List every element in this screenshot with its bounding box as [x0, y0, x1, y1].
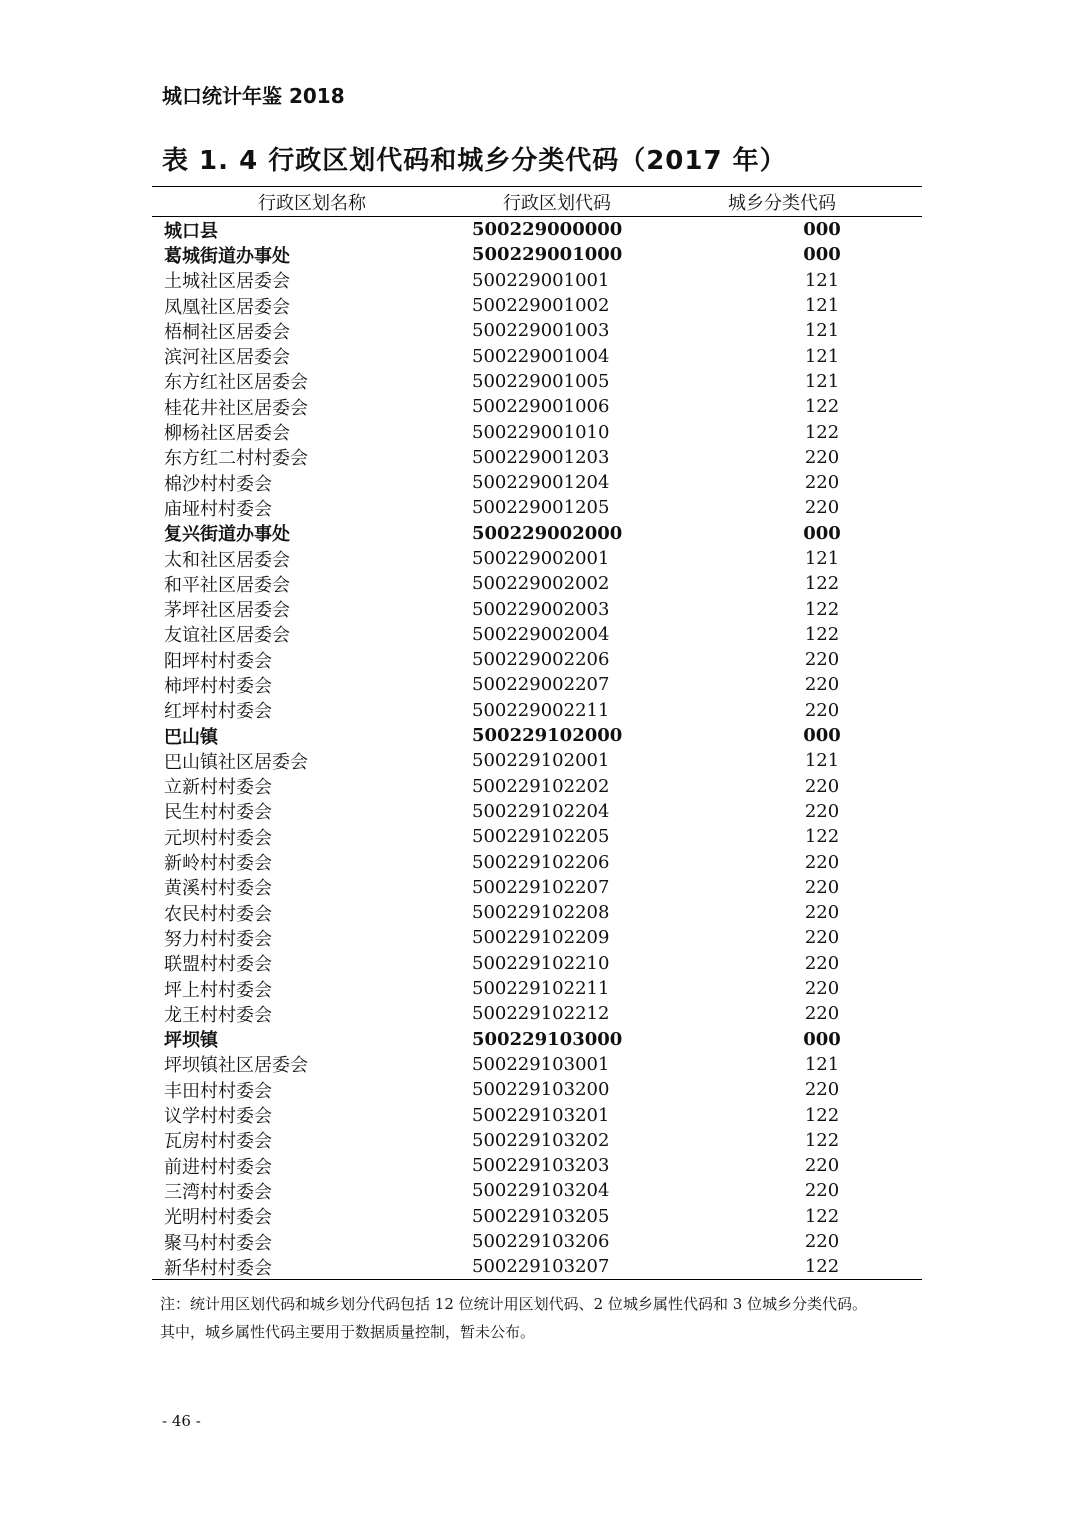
row-code-cell: 500229102212 — [472, 1003, 610, 1025]
table-row — [152, 774, 922, 799]
row-name-cell: 光明村村委会 — [164, 1207, 272, 1229]
row-code-cell: 500229002000 — [472, 522, 623, 544]
table-header-row — [152, 187, 922, 216]
row-name-cell: 柳杨社区居委会 — [164, 423, 290, 445]
row-class-cell: 121 — [804, 1053, 840, 1075]
row-code-cell: 500229103200 — [472, 1079, 610, 1101]
row-code-cell: 500229001002 — [472, 295, 610, 317]
table-body — [152, 217, 922, 1279]
row-class-cell: 122 — [804, 1104, 840, 1126]
table-row — [152, 1229, 922, 1254]
row-name-cell: 黄溪村村委会 — [164, 878, 272, 900]
row-class-cell: 121 — [804, 295, 840, 317]
row-name-cell: 桂花井社区居委会 — [164, 397, 308, 419]
row-code-cell: 500229002002 — [472, 573, 610, 595]
row-name-cell: 城口县 — [164, 220, 218, 242]
row-name-cell: 立新村村委会 — [164, 777, 272, 799]
row-name-cell: 坪坝镇 — [164, 1030, 218, 1052]
row-class-cell: 220 — [804, 1003, 840, 1025]
table-row — [152, 369, 922, 394]
table-row — [152, 343, 922, 368]
row-name-cell: 东方红二村村委会 — [164, 448, 308, 470]
table-row — [152, 521, 922, 546]
row-code-cell: 500229001003 — [472, 320, 610, 342]
row-class-cell: 121 — [804, 548, 840, 569]
row-code-cell: 500229103001 — [472, 1053, 610, 1075]
row-code-cell: 500229103203 — [472, 1155, 610, 1177]
row-code-cell: 500229001205 — [472, 497, 610, 519]
row-code-cell: 500229102202 — [472, 775, 610, 797]
row-code-cell: 500229103204 — [472, 1180, 610, 1202]
row-class-cell: 122 — [804, 573, 840, 595]
row-code-cell: 500229103202 — [472, 1129, 610, 1151]
row-name-cell: 友谊社区居委会 — [164, 625, 290, 647]
row-class-cell: 122 — [804, 623, 840, 645]
row-name-cell: 联盟村村委会 — [164, 954, 272, 976]
table-row — [152, 1052, 922, 1077]
row-class-cell: 220 — [804, 699, 840, 721]
row-name-cell: 农民村村委会 — [164, 903, 272, 925]
row-class-cell: 122 — [804, 1129, 840, 1151]
row-code-cell: 500229002206 — [472, 649, 610, 671]
table-row — [152, 596, 922, 621]
table-row — [152, 1254, 922, 1279]
row-name-cell: 柿坪村村委会 — [164, 676, 272, 697]
column-header-class: 城乡分类代码 — [728, 192, 836, 214]
table-row — [152, 470, 922, 495]
row-class-cell: 220 — [804, 978, 840, 1000]
table-row — [152, 419, 922, 444]
table-row — [152, 571, 922, 596]
row-class-cell: 220 — [804, 1079, 840, 1101]
row-class-cell: 122 — [804, 1256, 840, 1278]
row-name-cell: 新华村村委会 — [164, 1257, 272, 1279]
row-code-cell: 500229001005 — [472, 370, 610, 392]
row-code-cell: 500229102210 — [472, 952, 610, 974]
table-row — [152, 698, 922, 723]
row-code-cell: 500229102206 — [472, 851, 610, 873]
row-code-cell: 500229102208 — [472, 902, 610, 924]
page-number: - 46 - — [162, 1412, 201, 1430]
table-row — [152, 217, 922, 242]
row-name-cell: 红坪村村委会 — [164, 701, 272, 723]
table-row — [152, 799, 922, 824]
row-code-cell: 500229001204 — [472, 472, 610, 494]
table-row — [152, 293, 922, 318]
table-row — [152, 1001, 922, 1026]
table-title: 表 1. 4 行政区划代码和城乡分类代码（2017 年） — [162, 146, 787, 176]
code-table — [152, 186, 922, 1280]
row-name-cell: 庙垭村村委会 — [164, 498, 272, 520]
row-name-cell: 瓦房村村委会 — [164, 1131, 272, 1153]
row-name-cell: 太和社区居委会 — [164, 549, 290, 571]
row-name-cell: 民生村村委会 — [164, 802, 272, 824]
row-class-cell: 122 — [804, 598, 840, 620]
row-class-cell: 220 — [804, 1180, 840, 1202]
row-class-cell: 220 — [804, 851, 840, 873]
row-class-cell: 000 — [803, 219, 841, 241]
row-name-cell: 丰田村村委会 — [164, 1080, 272, 1102]
table-row — [152, 1102, 922, 1127]
row-code-cell: 500229103207 — [472, 1256, 610, 1278]
table-row — [152, 900, 922, 925]
row-class-cell: 220 — [804, 902, 840, 924]
row-code-cell: 500229001004 — [472, 345, 610, 367]
table-row — [152, 1204, 922, 1229]
table-row — [152, 976, 922, 1001]
row-code-cell: 500229102204 — [472, 800, 610, 822]
row-class-cell: 220 — [804, 1155, 840, 1177]
table-row — [152, 824, 922, 849]
table-row — [152, 242, 922, 267]
row-class-cell: 121 — [804, 345, 840, 367]
row-code-cell: 500229102209 — [472, 927, 610, 949]
row-name-cell: 凤凰社区居委会 — [164, 296, 290, 318]
row-class-cell: 122 — [804, 1205, 840, 1227]
row-name-cell: 棉沙村村委会 — [164, 473, 272, 495]
row-name-cell: 三湾村村委会 — [164, 1181, 272, 1203]
table-row — [152, 546, 922, 571]
row-class-cell: 121 — [804, 320, 840, 342]
row-code-cell: 500229002211 — [472, 699, 610, 721]
row-name-cell: 坪坝镇社区居委会 — [164, 1055, 308, 1077]
row-class-cell: 122 — [804, 826, 840, 848]
row-name-cell: 茅坪社区居委会 — [164, 600, 290, 622]
note-line: 注：统计用区划代码和城乡划分代码包括 12 位统计用区划代码、2 位城乡属性代码和 3 位城乡分类代码。 — [160, 1295, 868, 1313]
column-header-name: 行政区划名称 — [258, 192, 366, 214]
row-name-cell: 努力村村委会 — [164, 928, 272, 950]
row-code-cell: 500229103206 — [472, 1231, 610, 1253]
row-class-cell: 220 — [804, 927, 840, 949]
table-row — [152, 1077, 922, 1102]
row-code-cell: 500229103205 — [472, 1205, 610, 1227]
row-name-cell: 复兴街道办事处 — [164, 524, 290, 546]
row-class-cell: 121 — [804, 750, 840, 772]
row-name-cell: 巴山镇 — [164, 726, 218, 748]
row-name-cell: 龙王村村委会 — [164, 1004, 272, 1026]
row-class-cell: 220 — [804, 800, 840, 822]
row-name-cell: 巴山镇社区居委会 — [164, 751, 308, 773]
row-name-cell: 葛城街道办事处 — [164, 245, 290, 267]
row-code-cell: 500229002004 — [472, 623, 610, 645]
row-code-cell: 500229002001 — [472, 548, 610, 569]
row-class-cell: 220 — [804, 497, 840, 519]
row-class-cell: 122 — [804, 421, 840, 443]
row-class-cell: 220 — [804, 1231, 840, 1253]
column-header-code: 行政区划代码 — [503, 192, 611, 214]
note-line: 其中，城乡属性代码主要用于数据质量控制，暂未公布。 — [160, 1323, 536, 1341]
row-name-cell: 坪上村村委会 — [164, 979, 272, 1001]
table-row — [152, 318, 922, 343]
table-row — [152, 748, 922, 773]
row-name-cell: 元坝村村委会 — [164, 827, 272, 849]
table-row — [152, 445, 922, 470]
table-row — [152, 622, 922, 647]
row-class-cell: 000 — [803, 522, 841, 544]
row-class-cell: 220 — [804, 674, 840, 696]
row-name-cell: 梧桐社区居委会 — [164, 321, 290, 343]
row-class-cell: 121 — [804, 370, 840, 392]
table-row — [152, 1153, 922, 1178]
row-class-cell: 000 — [803, 1028, 841, 1050]
table-row — [152, 647, 922, 672]
row-code-cell: 500229001001 — [472, 269, 610, 291]
row-name-cell: 议学村村委会 — [164, 1106, 272, 1128]
row-code-cell: 500229001000 — [472, 244, 623, 266]
row-code-cell: 500229102000 — [472, 725, 623, 747]
table-row — [152, 1027, 922, 1052]
row-name-cell: 和平社区居委会 — [164, 574, 290, 596]
table-row — [152, 925, 922, 950]
row-class-cell: 000 — [803, 725, 841, 747]
row-class-cell: 220 — [804, 876, 840, 898]
table-row — [152, 1178, 922, 1203]
row-class-cell: 000 — [803, 244, 841, 266]
row-code-cell: 500229002207 — [472, 674, 610, 696]
row-code-cell: 500229001006 — [472, 396, 610, 418]
table-row — [152, 723, 922, 748]
row-name-cell: 前进村村委会 — [164, 1156, 272, 1178]
table-row — [152, 495, 922, 520]
row-code-cell: 500229002003 — [472, 598, 610, 620]
row-name-cell: 新岭村村委会 — [164, 853, 272, 875]
row-code-cell: 500229102001 — [472, 750, 610, 772]
row-class-cell: 220 — [804, 472, 840, 494]
row-code-cell: 500229102207 — [472, 876, 610, 898]
row-code-cell: 500229103201 — [472, 1104, 610, 1126]
table-row — [152, 672, 922, 697]
row-name-cell: 聚马村村委会 — [164, 1232, 272, 1254]
table-row — [152, 1128, 922, 1153]
table-row — [152, 849, 922, 874]
row-name-cell: 东方红社区居委会 — [164, 372, 308, 394]
table-row — [152, 875, 922, 900]
table-row — [152, 951, 922, 976]
row-code-cell: 500229001203 — [472, 446, 610, 468]
row-class-cell: 220 — [804, 446, 840, 468]
row-name-cell: 土城社区居委会 — [164, 271, 290, 293]
row-code-cell: 500229102205 — [472, 826, 610, 848]
row-class-cell: 220 — [804, 649, 840, 671]
row-code-cell: 500229000000 — [472, 219, 623, 241]
row-code-cell: 500229103000 — [472, 1028, 623, 1050]
row-class-cell: 220 — [804, 775, 840, 797]
row-code-cell: 500229102211 — [472, 978, 610, 1000]
row-class-cell: 122 — [804, 396, 840, 418]
row-name-cell: 滨河社区居委会 — [164, 347, 290, 369]
yearbook-header: 城口统计年鉴 2018 — [162, 84, 345, 108]
row-code-cell: 500229001010 — [472, 421, 610, 443]
table-row — [152, 268, 922, 293]
row-class-cell: 220 — [804, 952, 840, 974]
table-note — [160, 1290, 940, 1346]
row-name-cell: 阳坪村村委会 — [164, 650, 272, 672]
table-row — [152, 394, 922, 419]
row-class-cell: 121 — [804, 269, 840, 291]
